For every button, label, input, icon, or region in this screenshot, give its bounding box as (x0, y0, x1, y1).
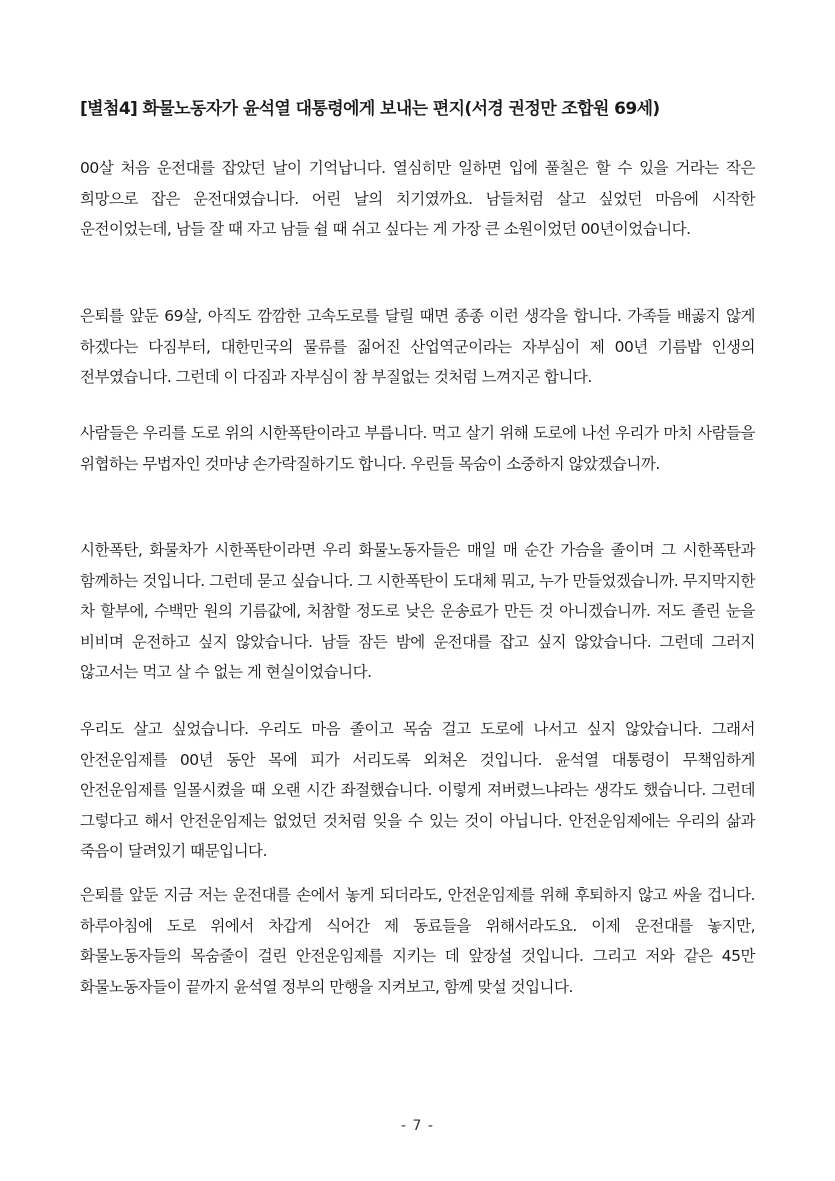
paragraph-5: 우리도 살고 싶었습니다. 우리도 마음 졸이고 목숨 걸고 도로에 나서고 싶지 않았습니다. 그래서 안전운임제를 00년 동안 목에 피가 서리도록 외쳐온 것입니다. 윤석열 대통령이 무책임하게 안전운임제를 일몰시켰을 때 오랜 시간 좌절했습니다. 이렇게 져버렸느냐라는 생각도 했습니다. 그런데 그렇다고 해서 안전운임제는 없었던 것처럼 잊을 수 있는 것이 아닙니다. 안전운임제에는 우리의 삶과 죽음이 달려있기 때문입니다. (80, 720, 755, 860)
paragraph-6: 은퇴를 앞둔 지금 저는 운전대를 손에서 놓게 되더라도, 안전운임제를 위해 후퇴하지 않고 싸울 겁니다. 하루아침에 도로 위에서 차갑게 식어간 제 동료들을 위해서라도요. 이제 운전대를 놓지만, 화물노동자들의 목숨줄이 걸린 안전운임제를 지키는 데 앞장설 것입니다. 그리고 저와 같은 45만 화물노동자들이 끝까지 윤석열 정부의 만행을 지켜보고, 함께 맞설 것입니다. (80, 886, 755, 996)
document-title: [별첨4] 화물노동자가 윤석열 대통령에게 보내는 편지(서경 권정만 조합원 69세) (80, 99, 660, 119)
paragraph-4: 시한폭탄, 화물차가 시한폭탄이라면 우리 화물노동자들은 매일 매 순간 가슴을 졸이며 그 시한폭탄과 함께하는 것입니다. 그런데 묻고 싶습니다. 그 시한폭탄이 도대체 뭐고, 누가 만들었겠습니까. 무지막지한 차 할부에, 수백만 원의 기름값에, 처참할 정도로 낮은 운송료가 만든 것 아니겠습니까. 저도 졸린 눈을 비비며 운전하고 싶지 않았습니다. 남들 잠든 밤에 운전대를 잡고 싶지 않았습니다. 그런데 그러지 않고서는 먹고 살 수 없는 게 현실이었습니다. (80, 541, 755, 681)
paragraph-3: 사람들은 우리를 도로 위의 시한폭탄이라고 부릅니다. 먹고 살기 위해 도로에 나선 우리가 마치 사람들을 위협하는 무법자인 것마냥 손가락질하기도 합니다. 우린들 목숨이 소중하지 않았겠습니까. (80, 424, 755, 473)
paragraph-1: 00살 처음 운전대를 잡았던 날이 기억납니다. 열심히만 일하면 입에 풀칠은 할 수 있을 거라는 작은 희망으로 잡은 운전대였습니다. 어린 날의 치기였까요. 남들처럼 살고 싶었던 마음에 시작한 운전이었는데, 남들 잘 때 자고 남들 쉴 때 쉬고 싶다는 게 가장 큰 소원이었던 00년이었습니다. (80, 159, 755, 238)
document-page (80, 0, 755, 1181)
page-number: - 7 - (401, 1118, 434, 1134)
paragraph-2: 은퇴를 앞둔 69살, 아직도 깜깜한 고속도로를 달릴 때면 종종 이런 생각을 합니다. 가족들 배곯지 않게 하겠다는 다짐부터, 대한민국의 물류를 짊어진 산업역군이라는 자부심이 제 00년 기름밥 인생의 전부였습니다. 그런데 이 다짐과 자부심이 참 부질없는 것처럼 느껴지곤 합니다. (80, 307, 755, 386)
